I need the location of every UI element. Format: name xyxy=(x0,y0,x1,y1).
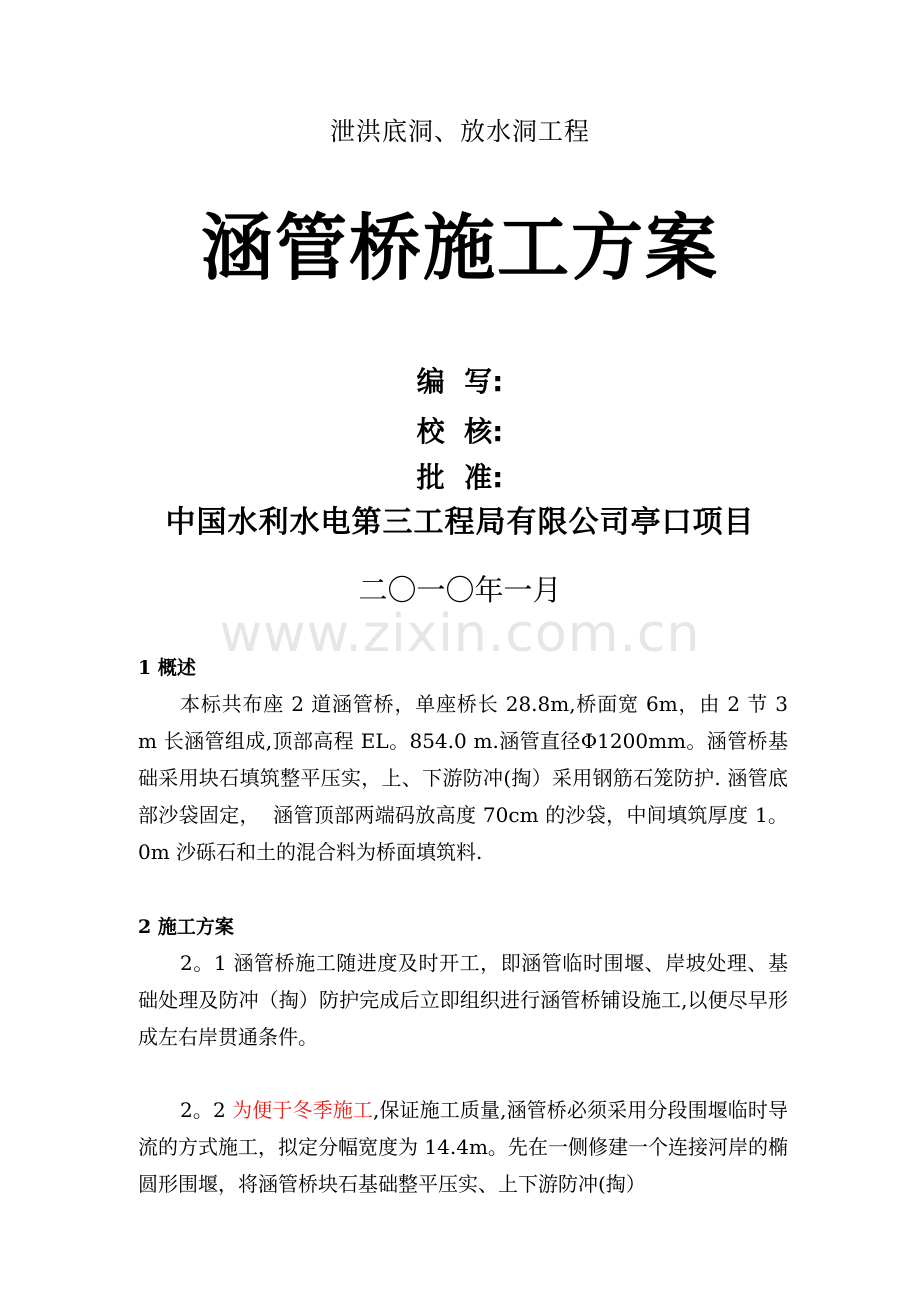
signature-checker-label: 校 核: xyxy=(416,415,504,448)
construction-paragraph-2-1: 2。1 涵管桥施工随进度及时开工，即涵管临时围堰、岸坡处理、基础处理及防冲（掏）防护完成后立即组织进行涵管桥铺设施工,以便尽早形成左右岸贯通条件。 xyxy=(138,951,788,1049)
construction-paragraph-2-2 xyxy=(138,1092,788,1203)
watermark: www.zixin.com.cn xyxy=(219,604,701,664)
document-date: 二〇一〇年一月 xyxy=(358,573,562,607)
winter-construction-highlight: 为便于冬季施工 xyxy=(232,1098,373,1122)
organization-name: 中国水利水电第三工程局有限公司亭口项目 xyxy=(165,505,755,540)
section-heading-construction-plan: 2 施工方案 xyxy=(138,916,234,938)
overview-paragraph: 本标共布座 2 道涵管桥，单座桥长 28.8m,桥面宽 6m，由 2 节 3 m 长涵管组成,顶部高程 EL。854.0 m.涵管直径Φ1200mm。涵管桥基础采用块石填筑整平压实，上、下游防冲(掏）采用钢筋石笼防护. 涵管底部沙袋固定， 涵管顶部两端码放高度 70cm 的沙袋，中间填筑厚度 1。0m 沙砾石和土的混合料为桥面填筑料. xyxy=(138,692,795,864)
signature-approver-label: 批 准: xyxy=(416,461,504,494)
document-title: 涵管桥施工方案 xyxy=(200,206,719,290)
signature-approver xyxy=(0,456,920,496)
cover-subtitle: 泄洪底洞、放水洞工程 xyxy=(329,117,590,146)
paragraph-2-2-number: 2。2 xyxy=(180,1098,233,1122)
signature-writer-label: 编 写: xyxy=(416,365,504,398)
paragraph-2-2-text: ,保证施工质量,涵管桥必须采用分段围堰临时导流的方式施工，拟定分幅宽度为 14.4m。先在一侧修建一个连接河岸的椭圆形围堰，将涵管桥块石基础整平压实、上下游防冲(掏） xyxy=(138,1098,789,1196)
signature-writer xyxy=(0,360,920,400)
signature-checker xyxy=(0,410,920,450)
section-heading-overview: 1 概述 xyxy=(138,657,196,679)
